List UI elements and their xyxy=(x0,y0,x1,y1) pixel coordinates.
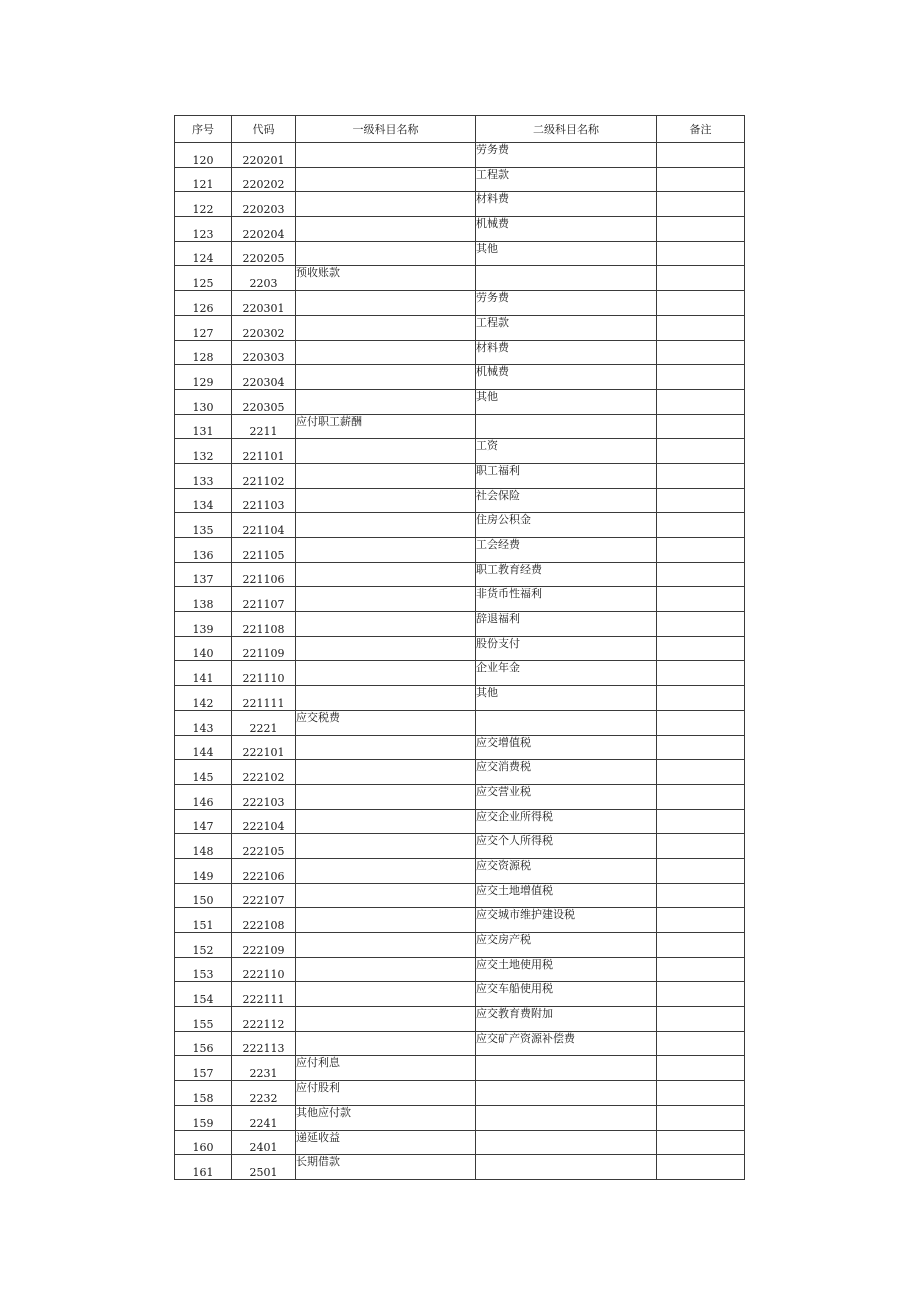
row-level1-name xyxy=(296,192,476,217)
row-seq: 147 xyxy=(175,809,232,834)
table-row xyxy=(175,809,745,834)
row-level1-name xyxy=(296,834,476,859)
table-row xyxy=(175,241,745,266)
row-note xyxy=(657,883,745,908)
row-level2-name: 材料费 xyxy=(476,192,657,217)
row-seq: 137 xyxy=(175,562,232,587)
table-row xyxy=(175,167,745,192)
table-row xyxy=(175,538,745,563)
row-level2-name: 应交资源税 xyxy=(476,858,657,883)
row-level2-name: 其他 xyxy=(476,241,657,266)
row-code: 222104 xyxy=(232,809,296,834)
table-row xyxy=(175,587,745,612)
table-row xyxy=(175,834,745,859)
row-level2-name: 工程款 xyxy=(476,167,657,192)
row-level2-name xyxy=(476,1056,657,1081)
row-code: 220305 xyxy=(232,389,296,414)
row-level1-name: 应付职工薪酬 xyxy=(296,414,476,439)
row-note xyxy=(657,809,745,834)
row-seq: 132 xyxy=(175,439,232,464)
row-level2-name: 应交个人所得税 xyxy=(476,834,657,859)
row-code: 222105 xyxy=(232,834,296,859)
row-level2-name xyxy=(476,1105,657,1130)
table-row xyxy=(175,143,745,168)
row-level2-name: 应交企业所得税 xyxy=(476,809,657,834)
row-note xyxy=(657,143,745,168)
row-code: 221102 xyxy=(232,463,296,488)
table-row xyxy=(175,686,745,711)
table-row xyxy=(175,1130,745,1155)
row-level1-name xyxy=(296,241,476,266)
row-seq: 122 xyxy=(175,192,232,217)
row-seq: 134 xyxy=(175,488,232,513)
row-level1-name xyxy=(296,1007,476,1032)
row-seq: 138 xyxy=(175,587,232,612)
row-code: 220201 xyxy=(232,143,296,168)
table-row xyxy=(175,908,745,933)
row-seq: 145 xyxy=(175,760,232,785)
table-row xyxy=(175,1031,745,1056)
row-level2-name: 工资 xyxy=(476,439,657,464)
row-code: 222108 xyxy=(232,908,296,933)
row-level2-name xyxy=(476,414,657,439)
table-row xyxy=(175,562,745,587)
row-level1-name xyxy=(296,587,476,612)
row-level2-name: 工会经费 xyxy=(476,538,657,563)
row-code: 220304 xyxy=(232,365,296,390)
row-level2-name: 应交增值税 xyxy=(476,735,657,760)
row-level2-name: 劳务费 xyxy=(476,291,657,316)
table-row xyxy=(175,735,745,760)
table-row xyxy=(175,883,745,908)
table-row xyxy=(175,217,745,242)
row-note xyxy=(657,340,745,365)
row-seq: 159 xyxy=(175,1105,232,1130)
row-level2-name: 职工教育经费 xyxy=(476,562,657,587)
table-row xyxy=(175,1155,745,1180)
table-row xyxy=(175,1081,745,1106)
row-level2-name: 社会保险 xyxy=(476,488,657,513)
row-seq: 157 xyxy=(175,1056,232,1081)
table-row xyxy=(175,266,745,291)
row-seq: 135 xyxy=(175,513,232,538)
row-code: 220205 xyxy=(232,241,296,266)
row-code: 222109 xyxy=(232,933,296,958)
row-seq: 153 xyxy=(175,957,232,982)
row-note xyxy=(657,365,745,390)
row-level1-name xyxy=(296,982,476,1007)
row-code: 222111 xyxy=(232,982,296,1007)
row-code: 221106 xyxy=(232,562,296,587)
header-code: 代码 xyxy=(232,116,296,143)
table-row xyxy=(175,463,745,488)
row-level1-name xyxy=(296,340,476,365)
row-level1-name xyxy=(296,1031,476,1056)
row-seq: 146 xyxy=(175,784,232,809)
row-seq: 151 xyxy=(175,908,232,933)
table-row xyxy=(175,439,745,464)
row-level1-name xyxy=(296,933,476,958)
row-note xyxy=(657,636,745,661)
row-seq: 161 xyxy=(175,1155,232,1180)
row-seq: 121 xyxy=(175,167,232,192)
row-level2-name: 企业年金 xyxy=(476,661,657,686)
row-level1-name xyxy=(296,883,476,908)
row-level2-name: 住房公积金 xyxy=(476,513,657,538)
header-row xyxy=(175,116,745,143)
table-row xyxy=(175,933,745,958)
row-seq: 155 xyxy=(175,1007,232,1032)
row-code: 220203 xyxy=(232,192,296,217)
row-note xyxy=(657,1155,745,1180)
row-level1-name: 预收账款 xyxy=(296,266,476,291)
row-code: 222103 xyxy=(232,784,296,809)
table-row xyxy=(175,784,745,809)
row-seq: 144 xyxy=(175,735,232,760)
row-seq: 120 xyxy=(175,143,232,168)
table-row xyxy=(175,513,745,538)
row-level2-name: 劳务费 xyxy=(476,143,657,168)
row-code: 220202 xyxy=(232,167,296,192)
table-row xyxy=(175,1056,745,1081)
header-note: 备注 xyxy=(657,116,745,143)
row-note xyxy=(657,315,745,340)
row-level1-name xyxy=(296,686,476,711)
row-code: 2501 xyxy=(232,1155,296,1180)
row-level2-name xyxy=(476,1081,657,1106)
row-code: 2203 xyxy=(232,266,296,291)
row-note xyxy=(657,686,745,711)
row-code: 222106 xyxy=(232,858,296,883)
row-seq: 149 xyxy=(175,858,232,883)
row-code: 221101 xyxy=(232,439,296,464)
row-level1-name xyxy=(296,513,476,538)
row-level1-name xyxy=(296,858,476,883)
row-note xyxy=(657,1056,745,1081)
row-level2-name: 应交房产税 xyxy=(476,933,657,958)
row-seq: 142 xyxy=(175,686,232,711)
row-note xyxy=(657,488,745,513)
row-code: 220301 xyxy=(232,291,296,316)
table-row xyxy=(175,957,745,982)
row-level2-name: 应交消费税 xyxy=(476,760,657,785)
row-note xyxy=(657,1081,745,1106)
row-level1-name: 应付利息 xyxy=(296,1056,476,1081)
row-note xyxy=(657,908,745,933)
row-level2-name: 应交教育费附加 xyxy=(476,1007,657,1032)
row-seq: 143 xyxy=(175,710,232,735)
account-code-table xyxy=(174,115,745,1180)
row-code: 222110 xyxy=(232,957,296,982)
row-note xyxy=(657,1007,745,1032)
row-seq: 140 xyxy=(175,636,232,661)
row-code: 220303 xyxy=(232,340,296,365)
row-note xyxy=(657,834,745,859)
row-note xyxy=(657,538,745,563)
row-note xyxy=(657,241,745,266)
table-row xyxy=(175,710,745,735)
row-note xyxy=(657,167,745,192)
row-seq: 126 xyxy=(175,291,232,316)
row-code: 220302 xyxy=(232,315,296,340)
row-note xyxy=(657,1105,745,1130)
row-level1-name xyxy=(296,488,476,513)
table-row xyxy=(175,365,745,390)
row-note xyxy=(657,217,745,242)
row-code: 221105 xyxy=(232,538,296,563)
row-level2-name: 辞退福利 xyxy=(476,612,657,637)
row-level1-name xyxy=(296,562,476,587)
row-seq: 139 xyxy=(175,612,232,637)
row-level2-name: 应交土地增值税 xyxy=(476,883,657,908)
row-seq: 136 xyxy=(175,538,232,563)
row-seq: 128 xyxy=(175,340,232,365)
row-note xyxy=(657,439,745,464)
row-level2-name xyxy=(476,710,657,735)
row-level1-name xyxy=(296,439,476,464)
row-note xyxy=(657,982,745,1007)
table-row xyxy=(175,340,745,365)
row-note xyxy=(657,291,745,316)
row-note xyxy=(657,414,745,439)
row-seq: 125 xyxy=(175,266,232,291)
row-level2-name: 股份支付 xyxy=(476,636,657,661)
row-level1-name: 递延收益 xyxy=(296,1130,476,1155)
row-level2-name: 其他 xyxy=(476,686,657,711)
row-level2-name: 应交矿产资源补偿费 xyxy=(476,1031,657,1056)
row-code: 222107 xyxy=(232,883,296,908)
row-level1-name xyxy=(296,760,476,785)
row-note xyxy=(657,858,745,883)
row-level2-name xyxy=(476,266,657,291)
row-note xyxy=(657,784,745,809)
table-row xyxy=(175,389,745,414)
row-level2-name: 应交城市维护建设税 xyxy=(476,908,657,933)
row-seq: 156 xyxy=(175,1031,232,1056)
row-note xyxy=(657,513,745,538)
row-seq: 123 xyxy=(175,217,232,242)
row-code: 222113 xyxy=(232,1031,296,1056)
row-note xyxy=(657,587,745,612)
row-note xyxy=(657,661,745,686)
row-note xyxy=(657,192,745,217)
row-level1-name xyxy=(296,612,476,637)
row-level1-name xyxy=(296,908,476,933)
row-code: 2232 xyxy=(232,1081,296,1106)
row-seq: 127 xyxy=(175,315,232,340)
row-seq: 150 xyxy=(175,883,232,908)
row-code: 221108 xyxy=(232,612,296,637)
row-code: 2401 xyxy=(232,1130,296,1155)
row-level2-name: 机械费 xyxy=(476,365,657,390)
row-seq: 130 xyxy=(175,389,232,414)
row-seq: 124 xyxy=(175,241,232,266)
row-seq: 160 xyxy=(175,1130,232,1155)
row-code: 2231 xyxy=(232,1056,296,1081)
row-level2-name: 应交营业税 xyxy=(476,784,657,809)
table-row xyxy=(175,858,745,883)
row-level1-name xyxy=(296,143,476,168)
row-code: 222112 xyxy=(232,1007,296,1032)
row-level2-name: 非货币性福利 xyxy=(476,587,657,612)
row-code: 221109 xyxy=(232,636,296,661)
row-note xyxy=(657,389,745,414)
row-note xyxy=(657,933,745,958)
row-seq: 129 xyxy=(175,365,232,390)
row-level1-name xyxy=(296,463,476,488)
table-row xyxy=(175,291,745,316)
row-level2-name: 工程款 xyxy=(476,315,657,340)
header-level2-name: 二级科目名称 xyxy=(476,116,657,143)
row-code: 2211 xyxy=(232,414,296,439)
row-note xyxy=(657,612,745,637)
row-note xyxy=(657,957,745,982)
row-seq: 133 xyxy=(175,463,232,488)
row-level2-name xyxy=(476,1155,657,1180)
row-code: 220204 xyxy=(232,217,296,242)
row-level1-name: 应交税费 xyxy=(296,710,476,735)
table-body xyxy=(175,143,745,1180)
table-row xyxy=(175,612,745,637)
row-level1-name xyxy=(296,167,476,192)
row-level1-name xyxy=(296,389,476,414)
row-level1-name xyxy=(296,735,476,760)
row-level2-name: 材料费 xyxy=(476,340,657,365)
row-level1-name: 其他应付款 xyxy=(296,1105,476,1130)
row-level1-name xyxy=(296,315,476,340)
row-seq: 154 xyxy=(175,982,232,1007)
row-note xyxy=(657,1031,745,1056)
row-seq: 152 xyxy=(175,933,232,958)
row-seq: 141 xyxy=(175,661,232,686)
row-level1-name xyxy=(296,784,476,809)
table-row xyxy=(175,760,745,785)
row-level1-name xyxy=(296,957,476,982)
row-level1-name xyxy=(296,661,476,686)
row-code: 222101 xyxy=(232,735,296,760)
table-row xyxy=(175,315,745,340)
header-seq: 序号 xyxy=(175,116,232,143)
row-note xyxy=(657,1130,745,1155)
table-row xyxy=(175,661,745,686)
header-level1-name: 一级科目名称 xyxy=(296,116,476,143)
row-code: 2221 xyxy=(232,710,296,735)
table-row xyxy=(175,982,745,1007)
table-row xyxy=(175,1007,745,1032)
table-row xyxy=(175,192,745,217)
row-seq: 131 xyxy=(175,414,232,439)
table-header xyxy=(175,116,745,143)
row-level1-name: 长期借款 xyxy=(296,1155,476,1180)
row-level2-name: 其他 xyxy=(476,389,657,414)
row-level2-name: 职工福利 xyxy=(476,463,657,488)
row-seq: 158 xyxy=(175,1081,232,1106)
row-level1-name xyxy=(296,538,476,563)
row-level1-name: 应付股利 xyxy=(296,1081,476,1106)
row-note xyxy=(657,760,745,785)
row-code: 221107 xyxy=(232,587,296,612)
row-level2-name: 机械费 xyxy=(476,217,657,242)
row-code: 221111 xyxy=(232,686,296,711)
row-note xyxy=(657,463,745,488)
row-code: 222102 xyxy=(232,760,296,785)
table-row xyxy=(175,414,745,439)
row-level1-name xyxy=(296,365,476,390)
row-code: 221110 xyxy=(232,661,296,686)
row-level1-name xyxy=(296,636,476,661)
row-level2-name: 应交土地使用税 xyxy=(476,957,657,982)
row-note xyxy=(657,562,745,587)
row-level1-name xyxy=(296,291,476,316)
row-code: 221104 xyxy=(232,513,296,538)
row-level1-name xyxy=(296,217,476,242)
row-level1-name xyxy=(296,809,476,834)
row-level2-name xyxy=(476,1130,657,1155)
row-seq: 148 xyxy=(175,834,232,859)
row-note xyxy=(657,735,745,760)
row-code: 2241 xyxy=(232,1105,296,1130)
table-row xyxy=(175,636,745,661)
row-note xyxy=(657,266,745,291)
table-row xyxy=(175,488,745,513)
row-code: 221103 xyxy=(232,488,296,513)
row-level2-name: 应交车船使用税 xyxy=(476,982,657,1007)
table-row xyxy=(175,1105,745,1130)
row-note xyxy=(657,710,745,735)
